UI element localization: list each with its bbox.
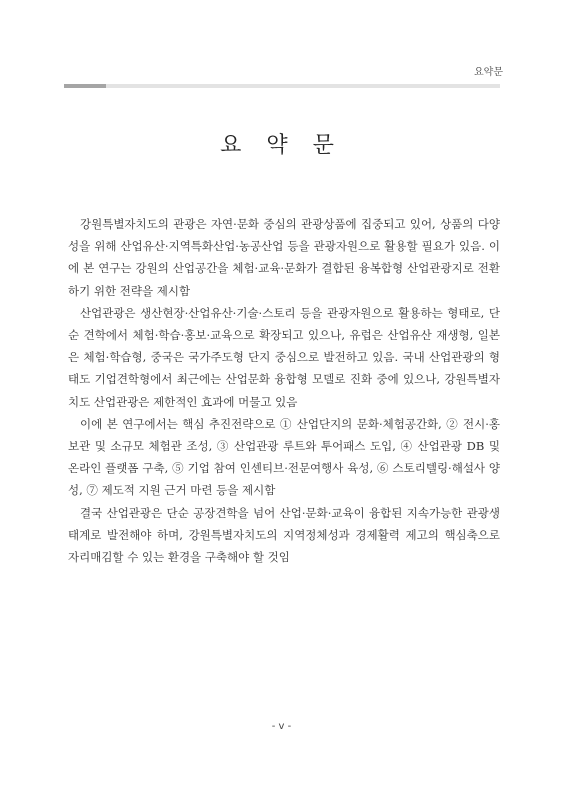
summary-body — [68, 213, 500, 568]
paragraph-strategies: 이에 본 연구에서는 핵심 추진전략으로 ① 산업단지의 문화·체험공간화, ② 전시·홍보관 및 소규모 체험관 조성, ③ 산업관광 루트와 투어패스 도입, ④ 산업관광 DB 및 온라인 플랫폼 구축, ⑤ 기업 참여 인센티브·전문여행사 육성, ⑥ 스토리텔링·해설사 양성, ⑦ 제도적 지원 근거 마련 등을 제시함 — [68, 416, 500, 498]
running-header: 요약문 — [474, 67, 503, 78]
header-rule — [64, 84, 500, 88]
paragraph-intro: 강원특별자치도의 관광은 자연·문화 중심의 관광상품에 집중되고 있어, 상품의 다양성을 위해 산업유산·지역특화산업·농공산업 등을 관광자원으로 활용할 필요가 있음. 이에 본 연구는 강원의 산업공간을 체험·교육·문화가 결합된 융복합형 산업관광지로 전환하기 위한 전략을 제시함 — [68, 217, 500, 298]
paragraph-conclusion: 결국 산업관광은 단순 공장견학을 넘어 산업·문화·교육이 융합된 지속가능한 관광생태계로 발전해야 하며, 강원특별자치도의 지역정체성과 경제활력 제고의 핵심축으로 자리매김할 수 있는 환경을 구축해야 할 것임 — [68, 505, 500, 565]
header-rule-accent — [64, 84, 106, 88]
page-number: - v - — [271, 721, 292, 732]
paragraph-background: 산업관광은 생산현장·산업유산·기술·스토리 등을 관광자원으로 활용하는 형태로, 단순 견학에서 체험·학습·홍보·교육으로 확장되고 있으나, 유럽은 산업유산 재생형, 일본은 체험·학습형, 중국은 국가주도형 단지 중심으로 발전하고 있음. 국내 산업관광의 형태도 기업견학형에서 최근에는 산업문화 융합형 모델로 진화 중에 있으나, 강원특별자치도 산업관광은 제한적인 효과에 머물고 있음 — [68, 305, 500, 409]
page-title: 요 약 문 — [220, 133, 343, 158]
